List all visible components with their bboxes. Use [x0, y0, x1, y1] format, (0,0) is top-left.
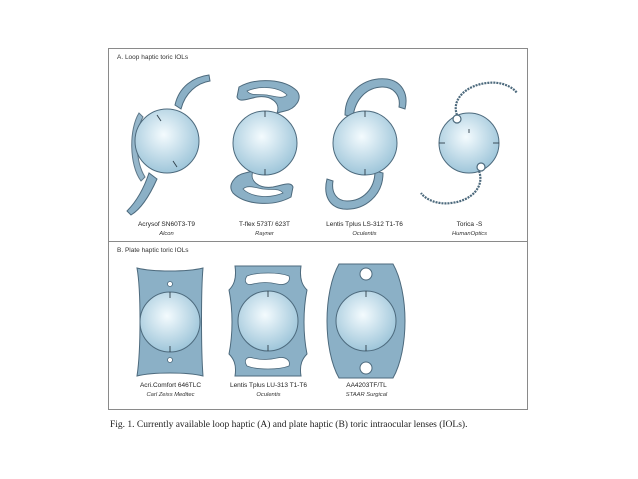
lens-lentis-lu313 [221, 260, 316, 410]
lens-lentis-lu313-drawing [221, 260, 316, 382]
figure-caption: Fig. 1. Currently available loop haptic (A) and plate haptic (B) toric intraocular lenses (IOLs). [110, 420, 468, 430]
lens-lentis-lu313-maker: Oculentis [256, 392, 281, 398]
lens-staar-aa4203 [319, 260, 414, 410]
panel-a-title: A. Loop haptic toric IOLs [117, 54, 189, 61]
lens-staar-aa4203-maker: STAAR Surgical [345, 392, 388, 398]
lens-torica-drawing [417, 69, 522, 219]
lens-tflex [217, 69, 312, 244]
lens-staar-aa4203-drawing [319, 260, 414, 382]
panel-plate-haptic [109, 242, 527, 409]
panel-b-title: B. Plate haptic toric IOLs [117, 247, 189, 254]
lens-acri-comfort-maker: Carl Zeiss Meditec [146, 392, 195, 398]
lens-acrysof-drawing [119, 69, 214, 219]
lens-acrysof [119, 69, 214, 244]
lens-acrysof-maker: Alcon [159, 231, 174, 237]
lens-lentis-ls312-drawing [317, 69, 412, 219]
lens-torica [417, 69, 522, 244]
lens-acrysof-name: Acrysof SN60T3-T9 [137, 221, 196, 228]
figure-frame [108, 48, 528, 410]
lens-torica-name: Torica -S [456, 221, 483, 228]
lens-acri-comfort-name: Acri.Comfort 646TLC [139, 382, 202, 389]
lens-staar-aa4203-name: AA4203TF/TL [346, 382, 387, 389]
lens-acri-comfort [123, 260, 218, 410]
panel-loop-haptic [109, 49, 527, 242]
lens-lentis-ls312-name: Lentis Tplus LS-312 T1-T6 [326, 221, 403, 228]
lens-tflex-drawing [217, 69, 312, 219]
lens-lentis-ls312-maker: Oculentis [352, 231, 377, 237]
lens-lentis-lu313-name: Lentis Tplus LU-313 T1-T6 [229, 382, 308, 389]
lens-acri-comfort-drawing [123, 260, 218, 382]
lens-tflex-maker: Rayner [255, 231, 274, 237]
lens-tflex-name: T-flex 573T/ 623T [239, 221, 290, 228]
lens-lentis-ls312 [317, 69, 412, 244]
lens-torica-maker: HumanOptics [451, 231, 488, 237]
